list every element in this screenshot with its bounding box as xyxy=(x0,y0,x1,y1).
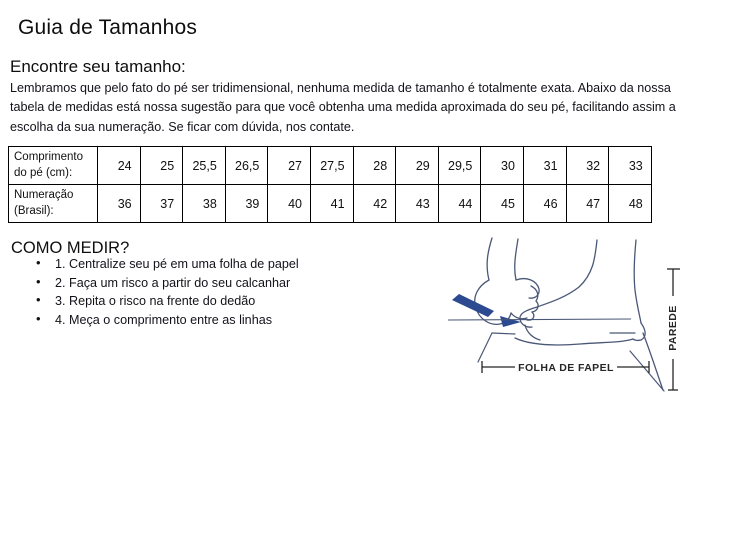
foot-measuring-drawing-icon xyxy=(445,233,717,405)
table-cell: 24 xyxy=(98,147,141,185)
table-cell: 30 xyxy=(481,147,524,185)
drawn-line xyxy=(448,319,631,320)
paper-label: FOLHA DE FAPEL xyxy=(518,362,614,374)
table-cell: 48 xyxy=(609,185,652,223)
list-item: • 4. Meça o comprimento entre as linhas xyxy=(30,313,390,327)
list-item: • 3. Repita o risco na frente do dedão xyxy=(30,294,390,308)
table-cell: 46 xyxy=(523,185,566,223)
intro-paragraph: Lembramos que pelo fato do pé ser tridimensional, nenhuma medida de tamanho é totalmente exata. Abaixo da nossa tabela de medidas está nossa sugestão para que você obtenha uma medida aproximada do seu pé, facilitando assim a escolha da sua numeração. Se ficar com dúvida, nos contate. xyxy=(10,80,676,135)
row-label-brazil-size: Numeração (Brasil): xyxy=(9,185,98,223)
how-to-measure-heading: COMO MEDIR? xyxy=(11,238,130,257)
size-conversion-table xyxy=(8,146,652,223)
table-cell: 43 xyxy=(396,185,439,223)
measure-steps-list xyxy=(30,257,390,331)
table-cell: 39 xyxy=(225,185,268,223)
table-cell: 42 xyxy=(353,185,396,223)
table-row-brazil-size xyxy=(9,185,652,223)
table-cell: 29,5 xyxy=(438,147,481,185)
find-size-heading: Encontre seu tamanho: xyxy=(10,57,186,77)
table-cell: 33 xyxy=(609,147,652,185)
table-cell: 47 xyxy=(566,185,609,223)
table-cell: 28 xyxy=(353,147,396,185)
wall-label: PAREDE xyxy=(667,305,679,351)
page-title: Guia de Tamanhos xyxy=(18,16,198,40)
table-cell: 25 xyxy=(140,147,183,185)
table-cell: 41 xyxy=(310,185,353,223)
table-cell: 45 xyxy=(481,185,524,223)
table-cell: 38 xyxy=(183,185,226,223)
table-cell: 36 xyxy=(98,185,141,223)
row-label-foot-length: Comprimento do pé (cm): xyxy=(9,147,98,185)
table-cell: 32 xyxy=(566,147,609,185)
table-cell: 27,5 xyxy=(310,147,353,185)
table-cell: 44 xyxy=(438,185,481,223)
table-cell: 26,5 xyxy=(225,147,268,185)
table-cell: 40 xyxy=(268,185,311,223)
table-row-foot-length xyxy=(9,147,652,185)
table-cell: 25,5 xyxy=(183,147,226,185)
list-item: • 2. Faça um risco a partir do seu calcanhar xyxy=(30,276,390,290)
table-cell: 31 xyxy=(523,147,566,185)
list-item: • 1. Centralize seu pé em uma folha de papel xyxy=(30,257,390,271)
foot-measuring-illustration xyxy=(445,233,717,405)
table-cell: 27 xyxy=(268,147,311,185)
table-cell: 29 xyxy=(396,147,439,185)
table-cell: 37 xyxy=(140,185,183,223)
